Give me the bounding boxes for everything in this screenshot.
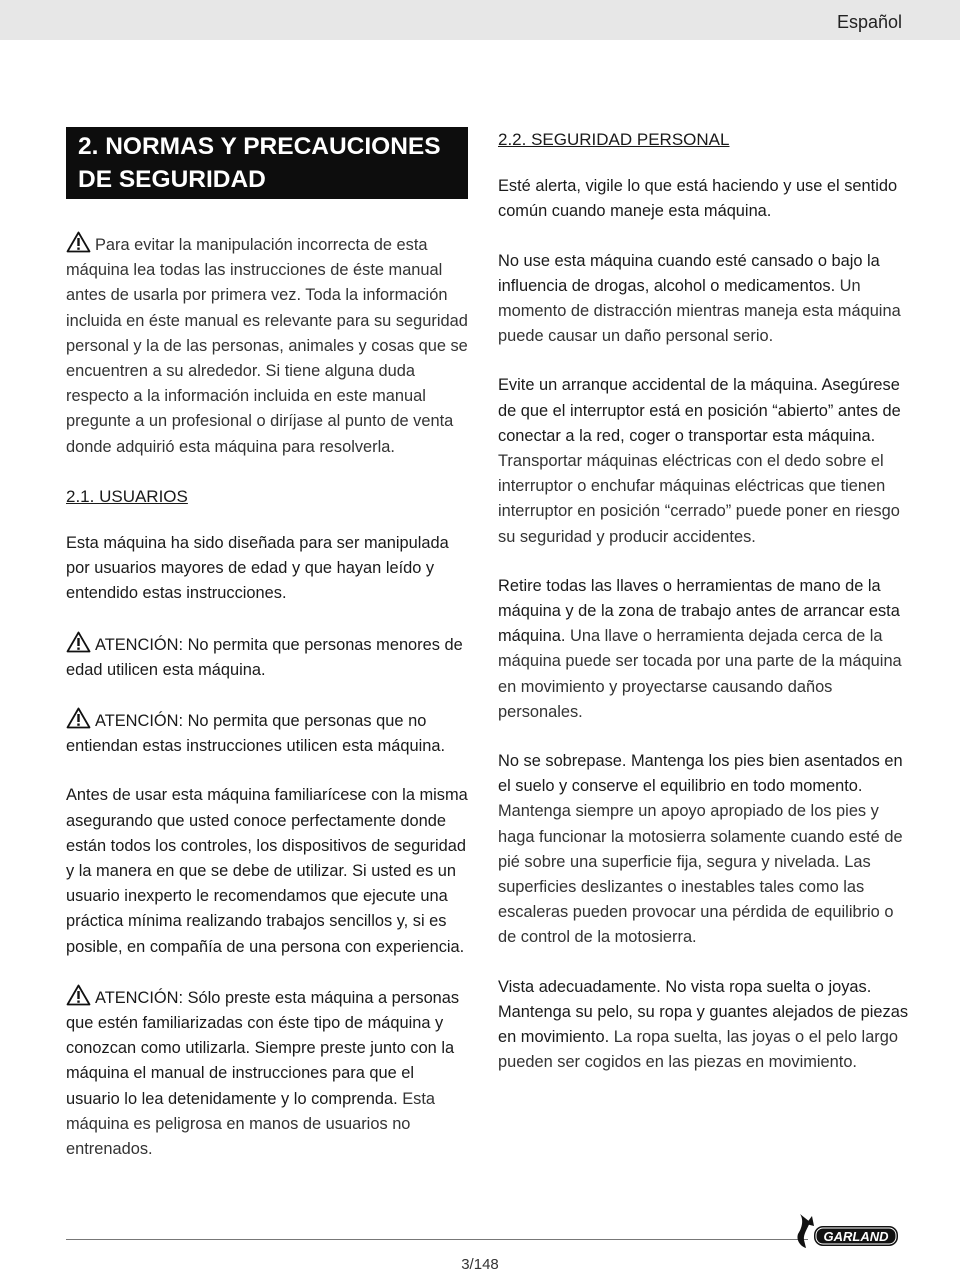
clothing-rest: La ropa suelta, las joyas o el pelo largo pueden ser cogidos en las piezas en movimiento. [498,1028,898,1072]
garland-logo [790,1210,902,1252]
left-column [66,127,468,1186]
warning-minors [66,631,468,683]
warning-triangle-icon [66,984,91,1006]
warning-understand [66,707,468,759]
usuarios-text: Esta máquina ha sido diseñada para ser manipulada por usuarios mayores de edad y que hayan leído y entendido estas instrucciones. [66,534,449,603]
header-bar [0,0,960,40]
before-use-paragraph: Antes de usar esta máquina familiarícese con la misma asegurando que usted conoce perfectamente donde están todos los controles, los dispositivos de seguridad y la manera en que se debe de utilizar. Si usted es un usuario inexperto le recomendamos que ejecute una práctica mínima realizando trabajos sencillos y, si es posible, en compañía de una persona con experiencia. [66,786,468,956]
usuarios-heading: 2.1. USUARIOS [66,486,188,506]
balance-bold: No se sobrepase. Mantenga los pies bien asentados en el suelo y conserve el equilibrio en todo momento. [498,752,903,796]
warning-triangle-icon [66,631,91,653]
language-label: Español [836,12,902,32]
balance-paragraph [498,749,910,951]
clothing-paragraph [498,975,910,1076]
page-number: 3/148 [461,1256,499,1273]
warning-lend-bold: ATENCIÓN: Sólo preste esta máquina a personas que estén familiarizadas con éste tipo de máquina y conozcan como utilizarla. Siempre preste junto con la máquina el manual de instrucciones para que el usuario lo lea detenidamente y lo comprenda. [66,988,460,1108]
warning-lend [66,984,468,1162]
intro-text: Para evitar la manipulación incorrecta de esta máquina lea todas las instrucciones de éste manual antes de usarla por primera vez. Toda la información incluida en éste manual es relevante para su seguridad personal y la de las personas, animales y cosas que se encuentren a su alrededor. Si tiene alguna duda respecto a la información incluida en este manual pregunte a un profesional o diríjase al punto de venta donde adquirió esta máquina para resolverla. [66,236,468,456]
accidental-start-bold: Evite un arranque accidental de la máquina. Asegúrese de que el interruptor está en posición “abierto” antes de conectar a la red, coger o transportar esta máquina. [498,376,901,445]
logo-text: GARLAND [823,1229,889,1244]
accidental-start-rest: Transportar máquinas eléctricas con el dedo sobre el interruptor o enchufar máquinas eléctricas que tienen interruptor en posición “cerrado” puede poner en riesgo su seguridad y producir accidentes. [498,452,900,546]
clothing-bold: Vista adecuadamente. No vista ropa suelta o joyas. Mantenga su pelo, su ropa y guantes alejados de piezas en movimiento. [498,977,909,1047]
warning-understand-text: ATENCIÓN: No permita que personas que no entiendan estas instrucciones utilicen esta máquina. [66,712,446,756]
accidental-start-paragraph [498,373,910,549]
balance-rest: Mantenga siempre un apoyo apropiado de los pies y haga funcionar la motosierra solamente cuando esté de pié sobre una superficie fija, segura y nivelada. Las superficies deslizantes o inestables tales como las escaleras pueden provocar una pérdida de equilibrio o de control de la motosierra. [498,802,903,947]
intro-paragraph [66,231,468,460]
alert-paragraph: Esté alerta, vigile lo que está haciendo y use el sentido común cuando maneje esta máquina. [498,177,898,221]
fatigue-rest: Un momento de distracción mientras maneja esta máquina puede causar un daño personal serio. [498,276,901,346]
tools-paragraph [498,574,910,725]
section-title: 2. NORMAS Y PRECAUCIONES DE SEGURIDAD [66,127,468,199]
fatigue-paragraph [498,249,910,350]
tools-bold: Retire todas las llaves o herramientas de mano de la máquina y de la zona de trabajo antes de arrancar esta máquina. [498,576,900,646]
warning-lend-rest: Esta máquina es peligrosa en manos de usuarios no entrenados. [66,1089,436,1159]
personal-safety-heading: 2.2. SEGURIDAD PERSONAL [498,130,730,149]
warning-minors-text: ATENCIÓN: No permita que personas menores de edad utilicen esta máquina. [66,635,463,679]
fatigue-bold: No use esta máquina cuando esté cansado o bajo la influencia de drogas, alcohol o medicamentos. [498,251,880,295]
footer-divider [66,1239,808,1240]
warning-triangle-icon [66,231,91,253]
tools-rest: Una llave o herramienta dejada cerca de la máquina puede ser tocada por una parte de la máquina en movimiento y proyectarse causando daños personales. [498,627,902,721]
right-column [498,127,910,1100]
warning-triangle-icon [66,707,91,729]
